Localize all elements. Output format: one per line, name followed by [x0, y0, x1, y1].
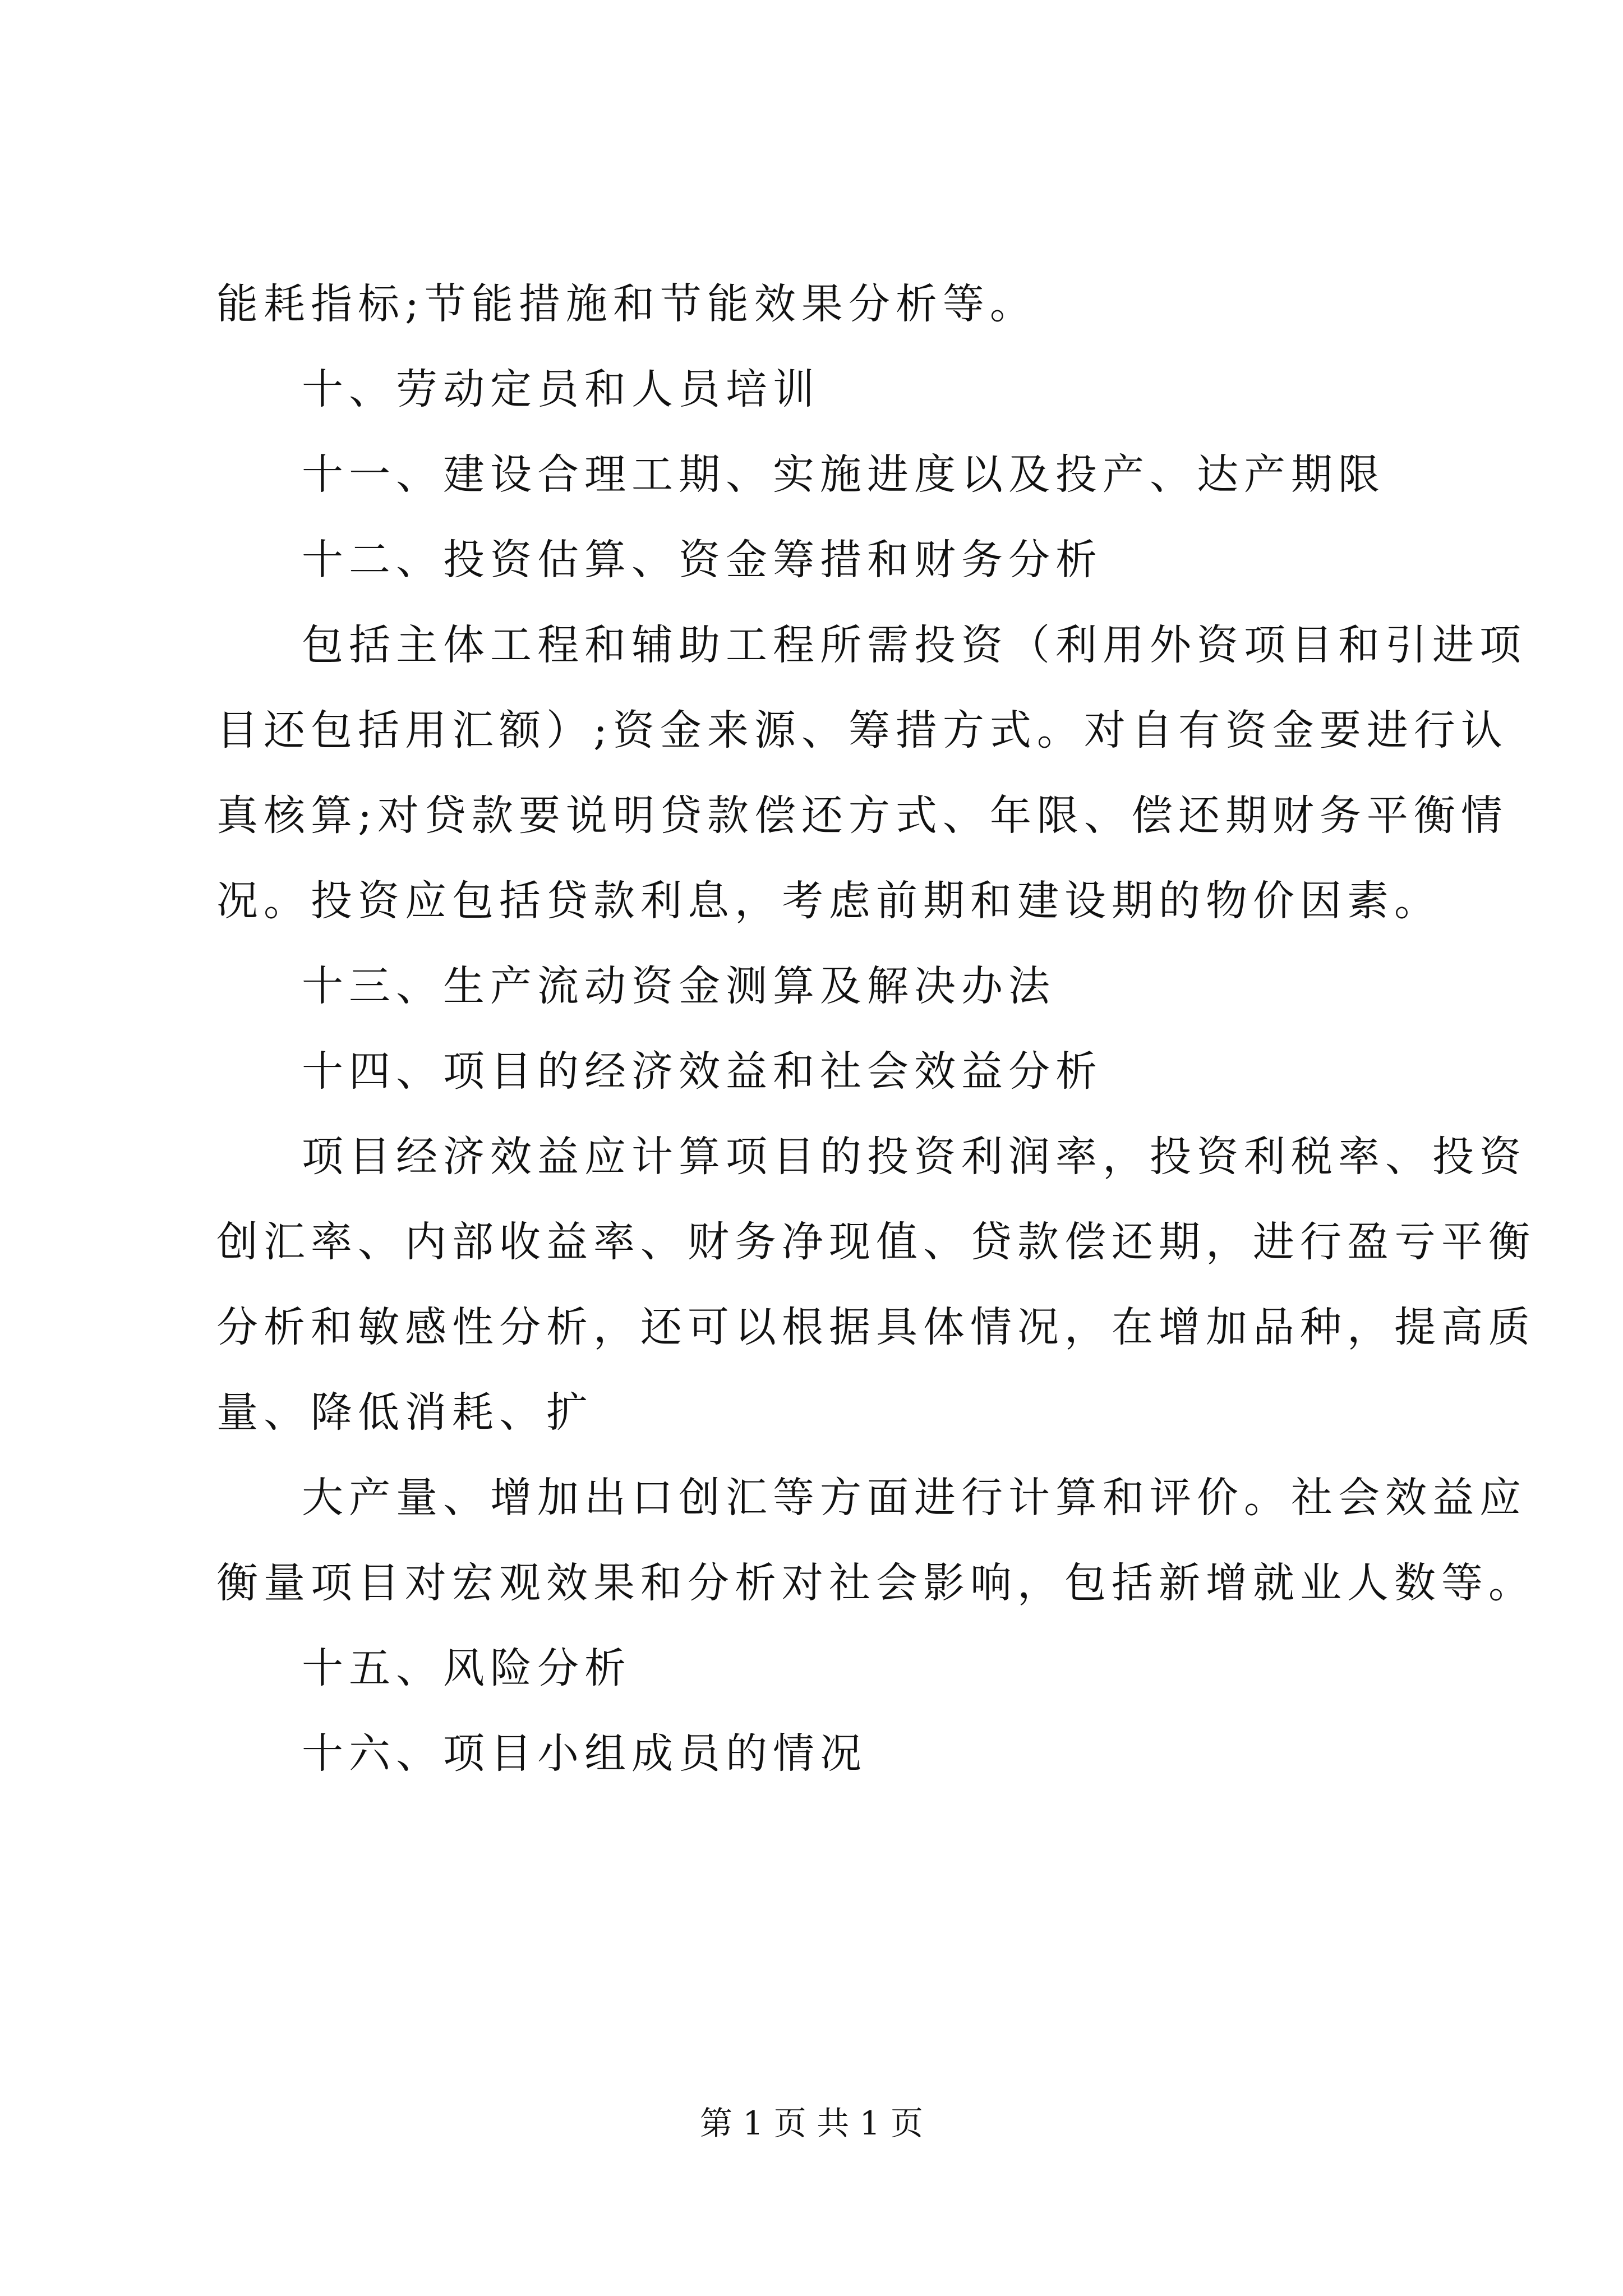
paragraph-line: 十五、风险分析 — [302, 1644, 631, 1692]
paragraph-line: 十一、建设合理工期、实施进度以及投产、达产期限 — [302, 450, 1385, 499]
paragraph-line: 十四、项目的经济效益和社会效益分析 — [302, 1047, 1103, 1096]
paragraph-line: 项目经济效益应计算项目的投资利润率，投资利税率、投资 — [302, 1133, 1527, 1181]
paragraph-line: 衡量项目对宏观效果和分析对社会影响，包括新增就业人数等。 — [216, 1559, 1536, 1607]
paragraph-line: 目还包括用汇额）;资金来源、筹措方式。对自有资金要进行认 — [216, 706, 1508, 754]
paragraph-line: 分析和敏感性分析，还可以根据具体情况，在增加品种，提高质 — [216, 1303, 1536, 1351]
paragraph-line: 真核算;对贷款要说明贷款偿还方式、年限、偿还期财务平衡情 — [216, 792, 1508, 840]
paragraph-line: 大产量、增加出口创汇等方面进行计算和评价。社会效益应 — [302, 1474, 1527, 1522]
document-body — [216, 261, 1536, 1796]
page-number-footer: 第 1 页 共 1 页 — [700, 2104, 923, 2142]
paragraph-line: 十二、投资估算、资金筹措和财务分析 — [302, 536, 1103, 584]
paragraph-line: 十三、生产流动资金测算及解决办法 — [302, 962, 1055, 1010]
paragraph-line: 况。投资应包括贷款利息，考虑前期和建设期的物价因素。 — [216, 877, 1441, 925]
paragraph-line: 量、降低消耗、扩 — [216, 1388, 593, 1437]
paragraph-line: 创汇率、内部收益率、财务净现值、贷款偿还期，进行盈亏平衡 — [216, 1218, 1536, 1266]
paragraph-line: 十六、项目小组成员的情况 — [302, 1729, 867, 1778]
paragraph-line: 能耗指标;节能措施和节能效果分析等。 — [216, 280, 1037, 328]
paragraph-line: 包括主体工程和辅助工程所需投资（利用外资项目和引进项 — [302, 621, 1527, 669]
paragraph-line: 十、劳动定员和人员培训 — [302, 365, 820, 413]
